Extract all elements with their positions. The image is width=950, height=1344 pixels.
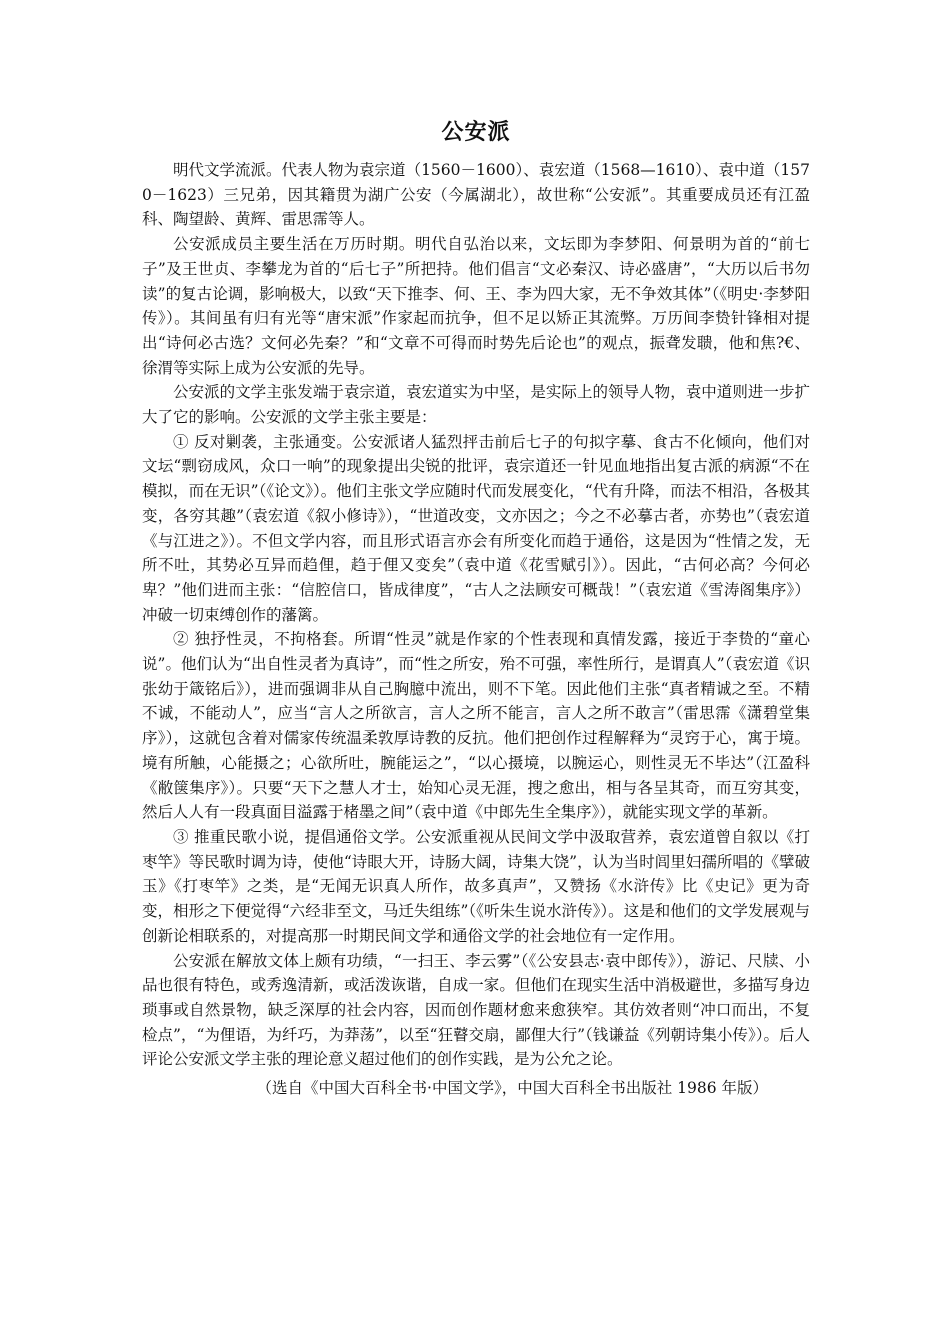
paragraph-point-2: ② 独抒性灵，不拘格套。所谓“性灵”就是作家的个性表现和真情发露，接近于李贽的“童心说”。他们认为“出自性灵者为真诗”，而“性之所安，殆不可强，率性所行，是谓真人”（袁宏道《识张幼于箴铭后》），进而强调非从自己胸臆中流出，则不下笔。因此他们主张“真者精诚之至。不精不诚，不能动人”，应当“言人之所欲言，言人之所不能言，言人之所不敢言”（雷思霈《潇碧堂集序》），这就包含着对儒家传统温柔敦厚诗教的反抗。他们把创作过程解释为“灵窍于心，寓于境。境有所触，心能摄之；心欲所吐，腕能运之”，“以心摄境，以腕运心，则性灵无不毕达”（江盈科《敝箧集序》）。只要“天下之慧人才士，始知心灵无涯，搜之愈出，相与各呈其奇，而互穷其变，然后人人有一段真面目溢露于楮墨之间”（袁中道《中郎先生全集序》），就能实现文学的革新。 (142, 630, 810, 822)
source-citation: （选自《中国大百科全书·中国文学》，中国大百科全书出版社 1986 年版） (256, 1079, 768, 1098)
paragraph-leaders: 公安派的文学主张发端于袁宗道，袁宏道实为中坚，是实际上的领导人物，袁中道则进一步扩大了它的影响。公安派的文学主张主要是： (142, 383, 810, 427)
paragraph-evaluation: 公安派在解放文体上颇有功绩，“一扫王、李云雾”（《公安县志·袁中郎传》），游记、尺牍、小品也很有特色，或秀逸清新，或活泼诙谐，自成一家。但他们在现实生活中消极避世，多描写身边琐事或自然景物，缺乏深厚的社会内容，因而创作题材愈来愈狭窄。其仿效者则“冲口而出，不复检点”，“为俚语，为纤巧，为莽荡”，以至“狂瞽交扇，鄙俚大行”（钱谦益《列朝诗集小传》）。后人评论公安派文学主张的理论意义超过他们的创作实践，是为公允之论。 (142, 951, 810, 1069)
paragraph-background: 公安派成员主要生活在万历时期。明代自弘治以来，文坛即为李梦阳、何景明为首的“前七子”及王世贞、李攀龙为首的“后七子”所把持。他们倡言“文必秦汉、诗必盛唐”，“大历以后书勿读”的复古论调，影响极大，以致“天下推李、何、王、李为四大家，无不争效其体”（《明史·李梦阳传》）。其间虽有归有光等“唐宋派”作家起而抗争，但不足以矫正其流弊。万历间李贽针锋相对提出“诗何必古选？文何必先秦？”和“文章不可得而时势先后论也”的观点，振聋发聩，他和焦?€、徐渭等实际上成为公安派的先导。 (142, 235, 810, 377)
article-body (142, 118, 810, 1101)
paragraph-point-3: ③ 推重民歌小说，提倡通俗文学。公安派重视从民间文学中汲取营养，袁宏道曾自叙以《打枣竿》等民歌时调为诗，使他“诗眼大开，诗肠大阔，诗集大饶”，认为当时闾里妇孺所唱的《擘破玉》《打枣竿》之类，是“无闻无识真人所作，故多真声”，又赞扬《水浒传》比《史记》更为奇变，相形之下便觉得“六经非至文，马迁失组练”（《听朱生说水浒传》）。这是和他们的文学发展观与创新论相联系的，对提高那一时期民间文学和通俗文学的社会地位有一定作用。 (142, 827, 810, 945)
paragraph-intro: 明代文学流派。代表人物为袁宗道（1560－1600）、袁宏道（1568—1610）、袁中道（1570－1623）三兄弟，因其籍贯为湖广公安（今属湖北），故世称“公安派”。其重要成员还有江盈科、陶望龄、黄辉、雷思霈等人。 (142, 161, 810, 229)
paragraph-point-1: ① 反对剿袭，主张通变。公安派诸人猛烈抨击前后七子的句拟字摹、食古不化倾向，他们对文坛“剽窃成风，众口一响”的现象提出尖锐的批评，袁宗道还一针见血地指出复古派的病源“不在模拟，而在无识”（《论文》）。他们主张文学应随时代而发展变化，“代有升降，而法不相沿，各极其变，各穷其趣”（袁宏道《叙小修诗》），“世道改变，文亦因之；今之不必摹古者，亦势也”（袁宏道《与江进之》）。不但文学内容，而且形式语言亦会有所变化而趋于通俗，这是因为“性情之发，无所不吐，其势必互异而趋俚，趋于俚又变矣”（袁中道《花雪赋引》）。因此，“古何必高？今何必卑？”他们进而主张：“信腔信口，皆成律度”，“古人之法顾安可概哉！”（袁宏道《雪涛阁集序》）冲破一切束缚创作的藩篱。 (142, 432, 810, 624)
article-title: 公安派 (441, 120, 511, 145)
